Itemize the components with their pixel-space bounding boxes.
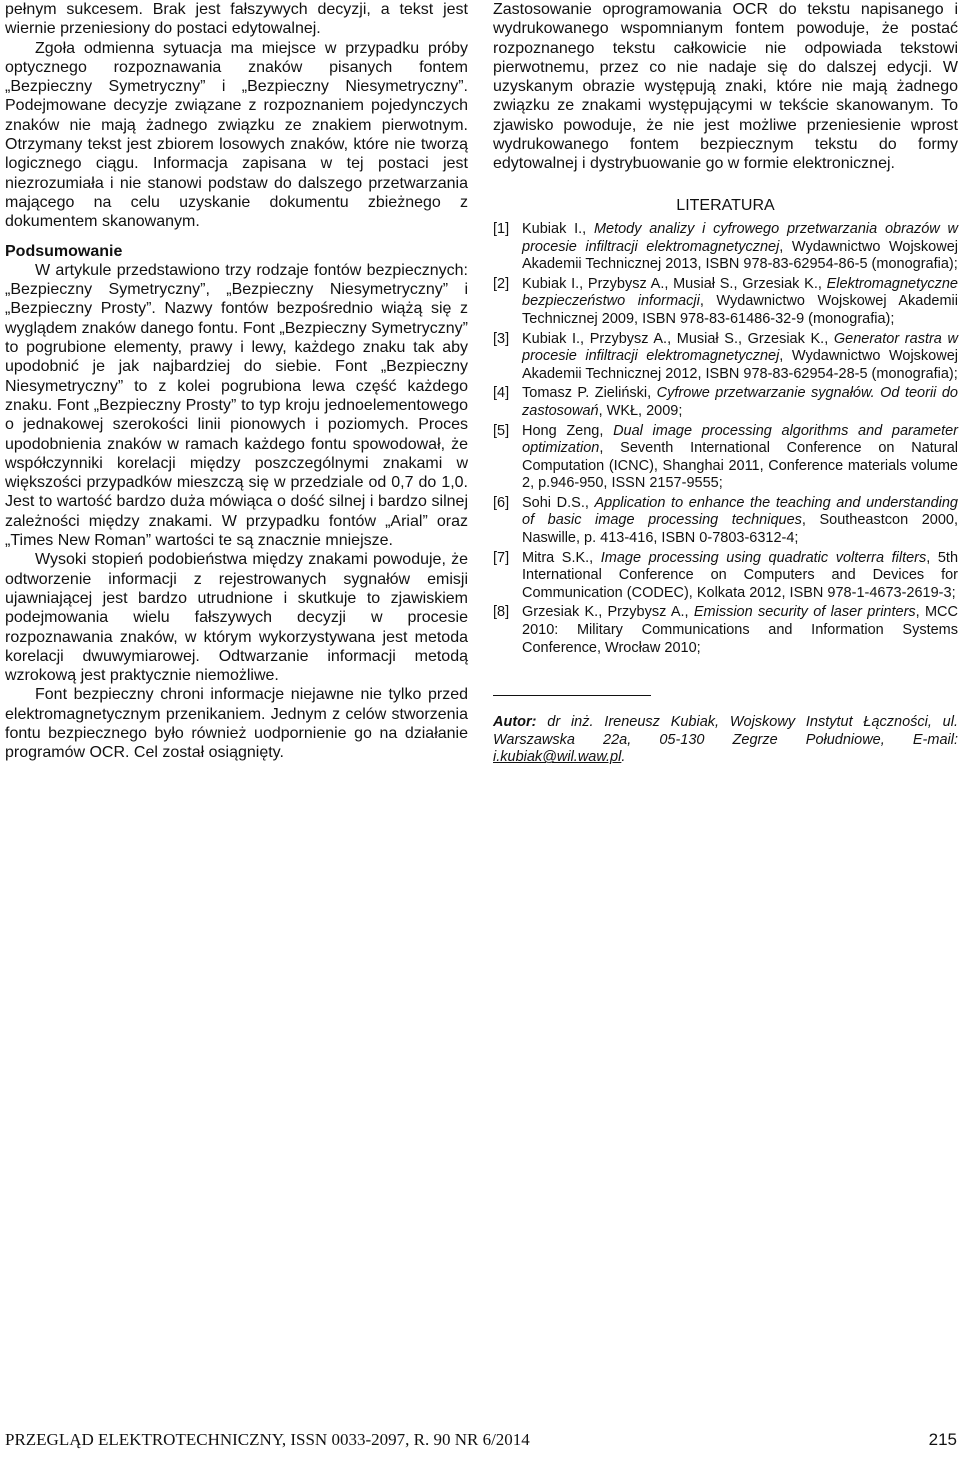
reference-item [493, 331, 958, 384]
reference-details: , 5th International Conference on Computers and Devices for Communication (CODEC), Kolkata 2012, ISBN 978-1-4673-2619-3; [522, 549, 959, 601]
reference-authors: Tomasz P. Zieliński, [522, 385, 657, 402]
reference-number: [1] [493, 220, 510, 237]
reference-title: Dual image processing algorithms and parameter optimization [522, 422, 958, 457]
reference-item [493, 604, 958, 657]
reference-details: , WKŁ, 2009; [598, 402, 683, 419]
reference-number: [8] [493, 604, 510, 621]
author-end: . [621, 749, 626, 766]
paragraph: Zgoła odmienna sytuacja ma miejsce w przypadku próby optycznego rozpoznawania znaków pisanych fontem „Bezpieczny Symetryczny” i „Bezpieczny Niesymetryczny”. Podejmowane decyzje związane z rozpoznaniem pojedynczych znaków nie mają żadnego związku ze znakiem pierwotnym. Otrzymany tekst jest zbiorem losowych znaków, które nie tworzą logicznego ciągu. Informacja zapisana w tej postaci jest niezrozumiała i nie stanowi podstaw do dalszego przetwarzania mającego na celu uzyskanie dokumentu zbieżnego z dokumentem skanowanym. [5, 39, 468, 231]
reference-authors: Mitra S.K., [522, 549, 601, 566]
left-column [5, 0, 468, 763]
reference-item [493, 385, 958, 420]
author-affiliation: dr inż. Ireneusz Kubiak, Wojskowy Instytut Łączności, ul. Warszawska 22a, 05-130 Zegrze Południowe, E-mail: [493, 714, 958, 748]
author-label: Autor: [493, 714, 537, 731]
reference-details: , Wydawnictwo Wojskowej Akademii Technicznej 2013, ISBN 978-83-62954-86-5 (monografia); [522, 238, 958, 273]
reference-title: Emission security of laser printers [693, 604, 916, 621]
paragraph: pełnym sukcesem. Brak jest fałszywych decyzji, a tekst jest wiernie przeniesiony do postaci edytowalnej. [5, 1, 468, 38]
references-heading: LITERATURA [676, 196, 775, 214]
right-column [493, 0, 958, 767]
paragraph: W artykule przedstawiono trzy rodzaje fontów bezpiecznych: „Bezpieczny Symetryczny”, „Bezpieczny Niesymetryczny” i „Bezpieczny Prosty”. Nazwy fontów bezpośrednio wiążą się z wyglądem znaków danego fontu. Font „Bezpieczny Symetryczny” to pogrubione elementy, prawy i lewy, każdego znaku tak aby upodobnić je jak najbardziej do siebie. Font „Bezpieczny Niesymetryczny” to z kolei pogrubiona lewa część każdego znaku. Font „Bezpieczny Prosty” to typ kroju jednoelementowego o jednakowej szerokości linii pionowych i poziomych. Proces upodobnienia znaków w ramach każdego fontu spowodował, że współczynniki korelacji między poszczególnymi znakami w większości przypadków mieszczą się w przedziale od 0,7 do 1,0. Jest to wartość bardzo duża mówiąca o dość silnej i bardzo silnej zależności między znakami. W przypadku fontów „Arial” oraz „Times New Roman” wartości te są znacznie mniejsze. [5, 261, 468, 550]
reference-number: [6] [493, 494, 510, 511]
paragraph: Wysoki stopień podobieństwa między znakami powoduje, że odtworzenie informacji z rejestrowanych sygnałów emisji ujawniającej jest bardzo utrudnione i skutkuje to zjawiskiem podejmowania wielu fałszywych decyzji w procesie rozpoznawania znaków, w którym wykorzystywana jest metoda korelacji dwuwymiarowej. Odtwarzanie informacji metodą wzrokową jest praktycznie niemożliwe. [5, 551, 468, 685]
references-list [493, 221, 958, 657]
reference-authors: Kubiak I., Przybysz A., Musiał S., Grzesiak K., [522, 275, 827, 292]
reference-details: , MCC 2010: Military Communications and Information Systems Conference, Wrocław 2010; [522, 604, 958, 656]
reference-details: , Wydawnictwo Wojskowej Akademii Technicznej 2012, ISBN 978-83-62954-28-5 (monografia); [522, 348, 958, 382]
reference-item [493, 276, 958, 329]
reference-authors: Kubiak I., [522, 220, 594, 237]
reference-title: Cyfrowe przetwarzanie sygnałów. Od teorii do zastosowań [522, 385, 958, 419]
reference-item [493, 221, 958, 274]
reference-title: Elektromagnetyczne bezpieczeństwo informacji [522, 275, 958, 310]
reference-title: Generator rastra w procesie infiltracji elektromagnetycznej [522, 330, 958, 365]
paragraph: Font bezpieczny chroni informacje niejawne nie tylko przed elektromagnetycznym przenikaniem. Jednym z celów stworzenia fontu bezpiecznego było również uodpornienie go na działanie programów OCR. Cel został osiągnięty. [5, 686, 468, 762]
reference-number: [5] [493, 422, 510, 439]
reference-item [493, 423, 958, 493]
reference-authors: Sohi D.S., [522, 494, 595, 511]
reference-title: Image processing using quadratic volterra filters [600, 549, 927, 566]
journal-info: PRZEGLĄD ELEKTROTECHNICZNY, ISSN 0033-2097, R. 90 NR 6/2014 [5, 1430, 530, 1449]
reference-number: [7] [493, 549, 510, 566]
reference-item [493, 495, 958, 548]
reference-title: Application to enhance the teaching and understanding of basic image processing techniques [522, 494, 958, 529]
section-heading: Podsumowanie [5, 242, 123, 260]
author-note [493, 714, 958, 767]
page-number: 215 [928, 1430, 957, 1449]
author-email-link[interactable]: i.kubiak@wil.waw.pl [493, 749, 622, 766]
reference-authors: Kubiak I., Przybysz A., Musiał S., Grzesiak K., [522, 330, 834, 347]
footnote-divider [493, 695, 651, 696]
reference-details: , Southeastcon 2000, Naswille, p. 413-416, ISBN 0-7803-6312-4; [522, 512, 958, 547]
reference-authors: Grzesiak K., Przybysz A., [522, 604, 694, 621]
page-footer [5, 1430, 957, 1450]
paragraph: Zastosowanie oprogramowania OCR do tekstu napisanego i wydrukowanego wspomnianym fontem powoduje, że postać rozpoznanego tekstu całkowicie nie odpowiada tekstowi pierwotnemu, przez co nie nadaje się do dalszej edycji. W uzyskanym obrazie występują znaki, które nie mają żadnego związku ze znakami występującymi w tekście skanowanym. To zjawisko powoduje, że nie jest możliwe przeniesienie wprost wydrukowanego fontem bezpiecznym tekstu do formy edytowalnej i dystrybuowanie go w formie elektronicznej. [493, 1, 958, 173]
reference-number: [3] [493, 330, 510, 347]
reference-authors: Hong Zeng, [522, 422, 614, 439]
reference-number: [4] [493, 385, 510, 402]
reference-title: Metody analizy i cyfrowego przetwarzania obrazów w procesie infiltracji elektromagnetycznej [522, 220, 958, 255]
reference-number: [2] [493, 275, 510, 292]
reference-item [493, 550, 958, 603]
reference-details: , Wydawnictwo Wojskowej Akademii Technicznej 2009, ISBN 978-83-61486-32-9 (monografia); [522, 293, 958, 327]
reference-details: , Seventh International Conference on Natural Computation (ICNC), Shanghai 2011, Conference materials volume 2, p.946-950, ISSN 2157-9555; [522, 440, 958, 492]
